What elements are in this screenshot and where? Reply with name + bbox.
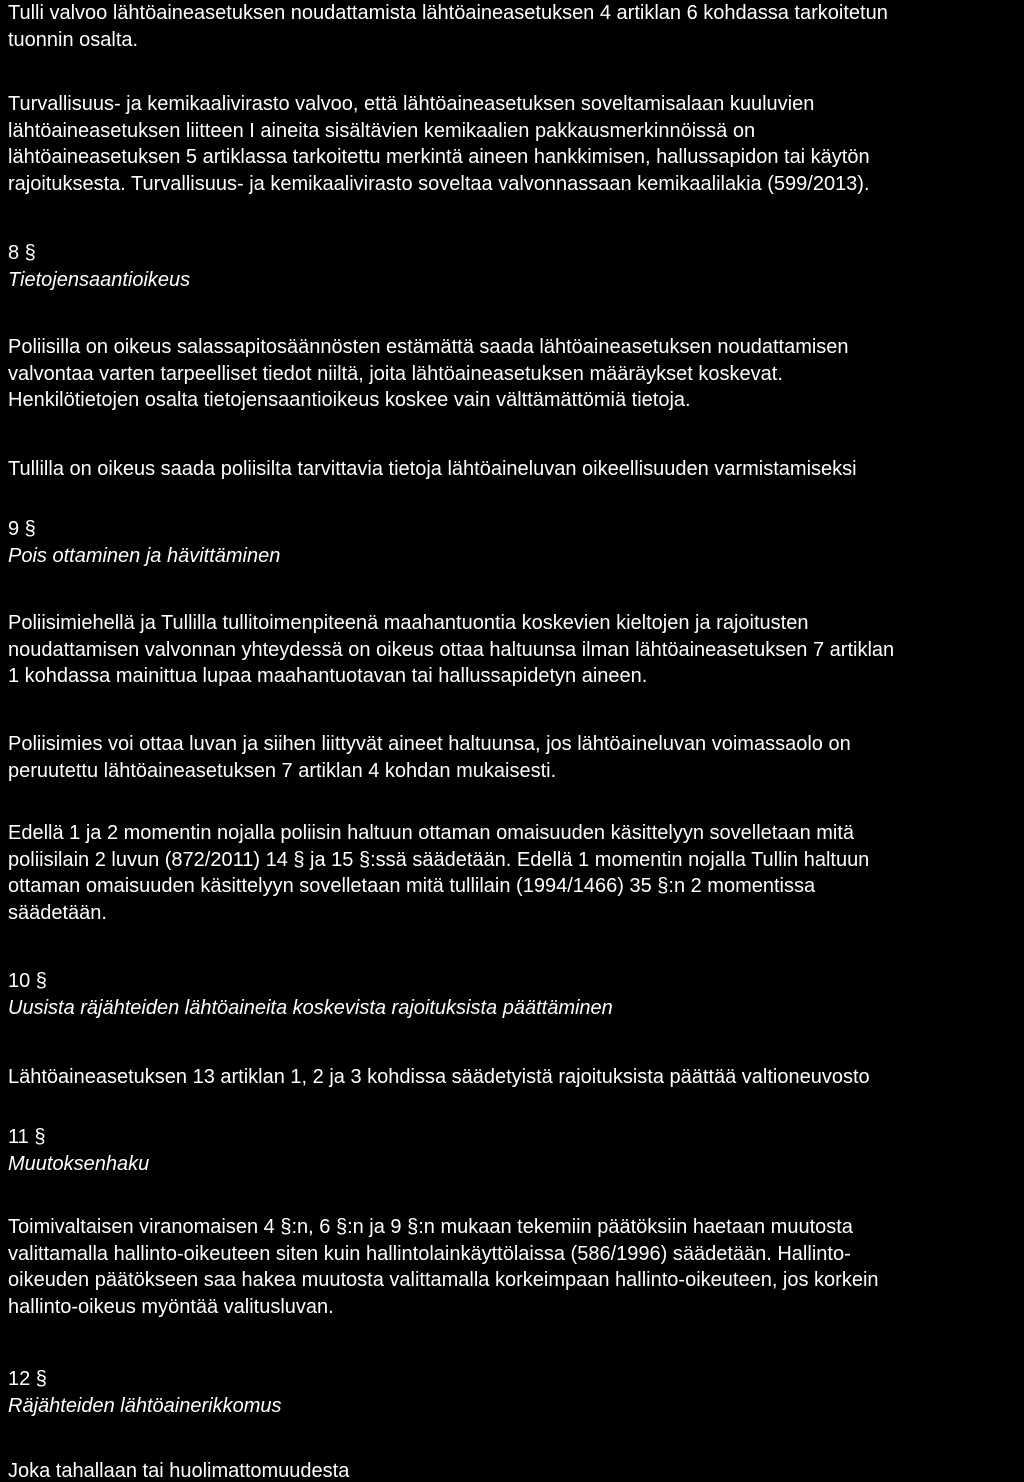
text-line: Poliisimiehellä ja Tullilla tullitoimenpiteenä maahantuontia koskevien kieltojen ja rajoitusten [8,612,809,634]
text-line: valittamalla hallinto-oikeuteen siten kuin hallintolainkäyttölaissa (586/1996) säädetään. Hallinto- [8,1242,851,1265]
section-number: 11 § [8,1126,46,1148]
text-line: lähtöaineasetuksen liitteen I aineita sisältävien kemikaalien pakkausmerkinnöissä on [8,119,756,142]
text-line: Edellä 1 ja 2 momentin nojalla poliisin haltuun ottaman omaisuuden käsittelyyn sovelletaan mitä [8,822,855,844]
paragraph-tulli-valvoo [8,0,888,53]
text-line: Toimivaltaisen viranomaisen 4 §:n, 6 §:n ja 9 §:n mukaan tekemiin päätöksiin haetaan muutosta [8,1216,853,1238]
text-line: lähtöaineasetuksen 5 artiklassa tarkoitettu merkintä aineen hankkimisen, hallussapidon tai käytön [8,146,870,168]
section-heading-9 [8,516,280,569]
paragraph-tullilla-oikeus [8,456,857,483]
paragraph-toimivaltaisen [8,1214,879,1320]
paragraph-edella-momentin [8,820,869,926]
section-number: 12 § [8,1368,47,1390]
section-number: 8 § [8,242,36,264]
text-line: Turvallisuus- ja kemikaalivirasto valvoo, että lähtöaineasetuksen soveltamisalaan kuuluvien [8,93,815,115]
section-heading-12 [8,1366,282,1419]
text-line: Lähtöaineasetuksen 13 artiklan 1, 2 ja 3 kohdissa säädetyistä rajoituksista päättää valtioneuvosto [8,1066,870,1088]
section-title: Tietojensaantioikeus [8,268,191,291]
section-title: Muutoksenhaku [8,1152,150,1175]
text-line: Poliisimies voi ottaa luvan ja siihen liittyvät aineet haltuunsa, jos lähtöaineluvan voimassaolo on [8,733,851,755]
section-number: 9 § [8,518,36,540]
text-line: Tulli valvoo lähtöaineasetuksen noudattamista lähtöaineasetuksen 4 artiklan 6 kohdassa tarkoitetun [8,2,888,24]
section-title: Pois ottaminen ja hävittäminen [8,544,281,567]
section-heading-11 [8,1124,149,1177]
text-line: Tullilla on oikeus saada poliisilta tarvittavia tietoja lähtöaineluvan oikeellisuuden varmistamiseksi [8,458,857,480]
text-line: Poliisilla on oikeus salassapitosäännösten estämättä saada lähtöaineasetuksen noudattamisen [8,336,849,358]
text-line: peruutettu lähtöaineasetuksen 7 artiklan 4 kohdan mukaisesti. [8,759,557,782]
section-title: Uusista räjähteiden lähtöaineita koskevista rajoituksista päättäminen [8,996,613,1019]
text-line: säädetään. [8,901,107,924]
text-line: hallinto-oikeus myöntää valitusluvan. [8,1295,334,1318]
text-line: Henkilötietojen osalta tietojensaantioikeus koskee vain välttämättömiä tietoja. [8,389,691,411]
paragraph-poliisimiehella [8,610,894,690]
text-line: valvontaa varten tarpeelliset tiedot niiltä, joita lähtöaineasetuksen määräykset koskevat. [8,362,783,385]
paragraph-poliisimies-voi [8,731,851,784]
text-line: noudattamisen valvonnan yhteydessä on oikeus ottaa haltuunsa ilman lähtöaineasetuksen 7 artiklan [8,638,895,661]
text-line: 1 kohdassa mainittua lupaa maahantuotavan tai hallussapidetyn aineen. [8,665,648,687]
paragraph-turvallisuus-valvoo [8,91,870,197]
section-number: 10 § [8,970,47,992]
text-line: oikeuden päätökseen saa hakea muutosta valittamalla korkeimpaan hallinto-oikeuteen, jos korkein [8,1269,879,1291]
section-heading-8 [8,240,190,293]
paragraph-poliisilla-oikeus [8,334,849,414]
text-line: poliisilain 2 luvun (872/2011) 14 § ja 15 §:ssä säädetään. Edellä 1 momentin nojalla Tullin haltuun [8,848,870,871]
paragraph-joka-tahallaan [8,1458,349,1482]
section-heading-10 [8,968,613,1021]
section-title: Räjähteiden lähtöainerikkomus [8,1394,282,1417]
text-line: tuonnin osalta. [8,28,139,51]
text-line: Joka tahallaan tai huolimattomuudesta [8,1460,350,1482]
text-line: rajoituksesta. Turvallisuus- ja kemikaalivirasto soveltaa valvonnassaan kemikaalilakia (599/2013). [8,172,870,195]
text-line: ottaman omaisuuden käsittelyyn sovelletaan mitä tullilain (1994/1466) 35 §:n 2 momentissa [8,875,816,897]
paragraph-lahtoaineasetuksen-13 [8,1064,870,1091]
